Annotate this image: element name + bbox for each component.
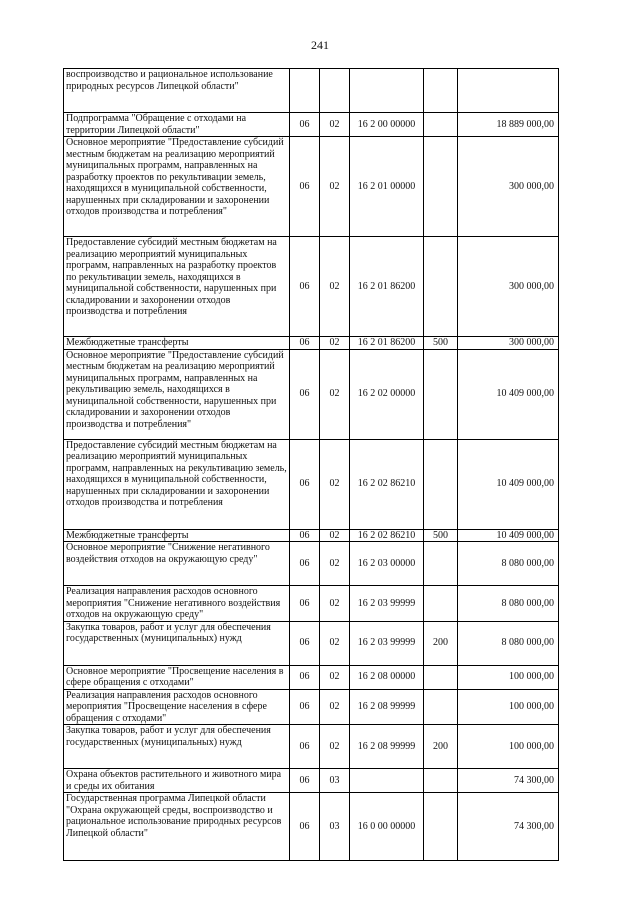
row-target-article: 16 2 08 99999: [350, 689, 424, 725]
row-subsection: 02: [320, 529, 350, 542]
budget-table: [63, 68, 559, 861]
row-amount: 8 080 000,00: [458, 586, 559, 622]
table-row: [64, 113, 559, 137]
row-name: Основное мероприятие "Просвещение населения в сфере обращения с отходами": [64, 665, 290, 689]
row-amount: 10 409 000,00: [458, 349, 559, 439]
row-target-article: 16 2 01 00000: [350, 137, 424, 237]
row-expense-type: [424, 349, 458, 439]
row-target-article: 16 0 00 00000: [350, 793, 424, 861]
row-subsection: 02: [320, 113, 350, 137]
row-subsection: 02: [320, 542, 350, 586]
row-subsection: 03: [320, 793, 350, 861]
row-name: Подпрограмма "Обращение с отходами на территории Липецкой области": [64, 113, 290, 137]
row-amount: 18 889 000,00: [458, 113, 559, 137]
row-section: 06: [290, 689, 320, 725]
row-target-article: 16 2 01 86200: [350, 237, 424, 337]
row-amount: [458, 69, 559, 113]
row-section: 06: [290, 137, 320, 237]
row-amount: 10 409 000,00: [458, 529, 559, 542]
row-target-article: [350, 69, 424, 113]
row-target-article: 16 2 00 00000: [350, 113, 424, 137]
row-expense-type: [424, 665, 458, 689]
row-amount: 8 080 000,00: [458, 542, 559, 586]
row-name: Основное мероприятие "Снижение негативного воздействия отходов на окружающую среду": [64, 542, 290, 586]
row-subsection: 02: [320, 237, 350, 337]
row-name: воспроизводство и рациональное использование природных ресурсов Липецкой области": [64, 69, 290, 113]
row-name: Реализация направления расходов основного мероприятия "Просвещение населения в сфере обращения с отходами": [64, 689, 290, 725]
page-number: 241: [311, 38, 329, 52]
row-section: 06: [290, 793, 320, 861]
row-expense-type: 200: [424, 621, 458, 665]
row-name: Закупка товаров, работ и услуг для обеспечения государственных (муниципальных) нужд: [64, 621, 290, 665]
table-row: [64, 439, 559, 529]
row-target-article: 16 2 02 86210: [350, 439, 424, 529]
row-subsection: 02: [320, 137, 350, 237]
row-name: Предоставление субсидий местным бюджетам на реализацию мероприятий муниципальных программ, направленных на рекультивацию земель, находящихся в муниципальной собственности, нарушенных при складировании и захоронении отходов производства и потребления: [64, 439, 290, 529]
table-row: [64, 769, 559, 793]
row-amount: 100 000,00: [458, 725, 559, 769]
row-subsection: 02: [320, 337, 350, 350]
row-expense-type: 500: [424, 337, 458, 350]
row-expense-type: [424, 69, 458, 113]
table-row: [64, 621, 559, 665]
row-subsection: 03: [320, 769, 350, 793]
row-subsection: [320, 69, 350, 113]
table-row: [64, 137, 559, 237]
row-expense-type: 500: [424, 529, 458, 542]
row-target-article: 16 2 08 00000: [350, 665, 424, 689]
row-target-article: [350, 769, 424, 793]
row-expense-type: [424, 439, 458, 529]
table-row: [64, 689, 559, 725]
row-subsection: 02: [320, 689, 350, 725]
row-subsection: 02: [320, 349, 350, 439]
row-name: Закупка товаров, работ и услуг для обеспечения государственных (муниципальных) нужд: [64, 725, 290, 769]
row-target-article: 16 2 02 86210: [350, 529, 424, 542]
row-name: Охрана объектов растительного и животного мира и среды их обитания: [64, 769, 290, 793]
table-row: [64, 542, 559, 586]
row-name: Предоставление субсидий местным бюджетам на реализацию мероприятий муниципальных программ, направленных на разработку проектов по рекультивации земель, находящихся в муниципальной собственности, нарушенных при складировании и захоронении отходов производства и потребления: [64, 237, 290, 337]
row-section: 06: [290, 349, 320, 439]
table-row: [64, 665, 559, 689]
row-section: 06: [290, 769, 320, 793]
row-expense-type: [424, 137, 458, 237]
table-row: [64, 725, 559, 769]
row-subsection: 02: [320, 665, 350, 689]
row-amount: 74 300,00: [458, 769, 559, 793]
row-expense-type: [424, 769, 458, 793]
table-row: [64, 337, 559, 350]
row-section: 06: [290, 725, 320, 769]
row-amount: 74 300,00: [458, 793, 559, 861]
row-target-article: 16 2 03 99999: [350, 621, 424, 665]
row-section: 06: [290, 529, 320, 542]
row-expense-type: 200: [424, 725, 458, 769]
row-name: Межбюджетные трансферты: [64, 337, 290, 350]
row-subsection: 02: [320, 725, 350, 769]
row-section: 06: [290, 586, 320, 622]
table-row: [64, 529, 559, 542]
row-name: Реализация направления расходов основного мероприятия "Снижение негативного воздействия отходов на окружающую среду": [64, 586, 290, 622]
row-amount: 300 000,00: [458, 137, 559, 237]
row-amount: 100 000,00: [458, 689, 559, 725]
row-expense-type: [424, 586, 458, 622]
row-section: 06: [290, 665, 320, 689]
row-name: Основное мероприятие "Предоставление субсидий местным бюджетам на реализацию мероприятий муниципальных программ, направленных на разработку проектов по рекультивации земель, находящихся в муниципальной собственности, нарушенных при складировании и захоронении отходов производства и потребления": [64, 137, 290, 237]
row-expense-type: [424, 793, 458, 861]
table-row: [64, 349, 559, 439]
row-section: 06: [290, 621, 320, 665]
table-row: [64, 793, 559, 861]
row-name: Государственная программа Липецкой области "Охрана окружающей среды, воспроизводство и рациональное использование природных ресурсов Липецкой области": [64, 793, 290, 861]
table-row: [64, 586, 559, 622]
table-row: [64, 69, 559, 113]
row-subsection: 02: [320, 586, 350, 622]
row-target-article: 16 2 02 00000: [350, 349, 424, 439]
row-target-article: 16 2 03 00000: [350, 542, 424, 586]
row-subsection: 02: [320, 439, 350, 529]
row-section: 06: [290, 337, 320, 350]
row-target-article: 16 2 03 99999: [350, 586, 424, 622]
row-section: 06: [290, 237, 320, 337]
row-amount: 300 000,00: [458, 337, 559, 350]
row-amount: 100 000,00: [458, 665, 559, 689]
row-subsection: 02: [320, 621, 350, 665]
row-amount: 8 080 000,00: [458, 621, 559, 665]
row-section: 06: [290, 542, 320, 586]
row-section: 06: [290, 113, 320, 137]
row-expense-type: [424, 689, 458, 725]
row-amount: 300 000,00: [458, 237, 559, 337]
row-section: [290, 69, 320, 113]
row-expense-type: [424, 237, 458, 337]
row-name: Основное мероприятие "Предоставление субсидий местным бюджетам на реализацию мероприятий муниципальных программ, направленных на рекультивацию земель, находящихся в муниципальной собственности, нарушенных при складировании и захоронении отходов производства и потребления": [64, 349, 290, 439]
row-expense-type: [424, 542, 458, 586]
row-expense-type: [424, 113, 458, 137]
row-target-article: 16 2 08 99999: [350, 725, 424, 769]
row-amount: 10 409 000,00: [458, 439, 559, 529]
row-name: Межбюджетные трансферты: [64, 529, 290, 542]
table-row: [64, 237, 559, 337]
row-target-article: 16 2 01 86200: [350, 337, 424, 350]
row-section: 06: [290, 439, 320, 529]
